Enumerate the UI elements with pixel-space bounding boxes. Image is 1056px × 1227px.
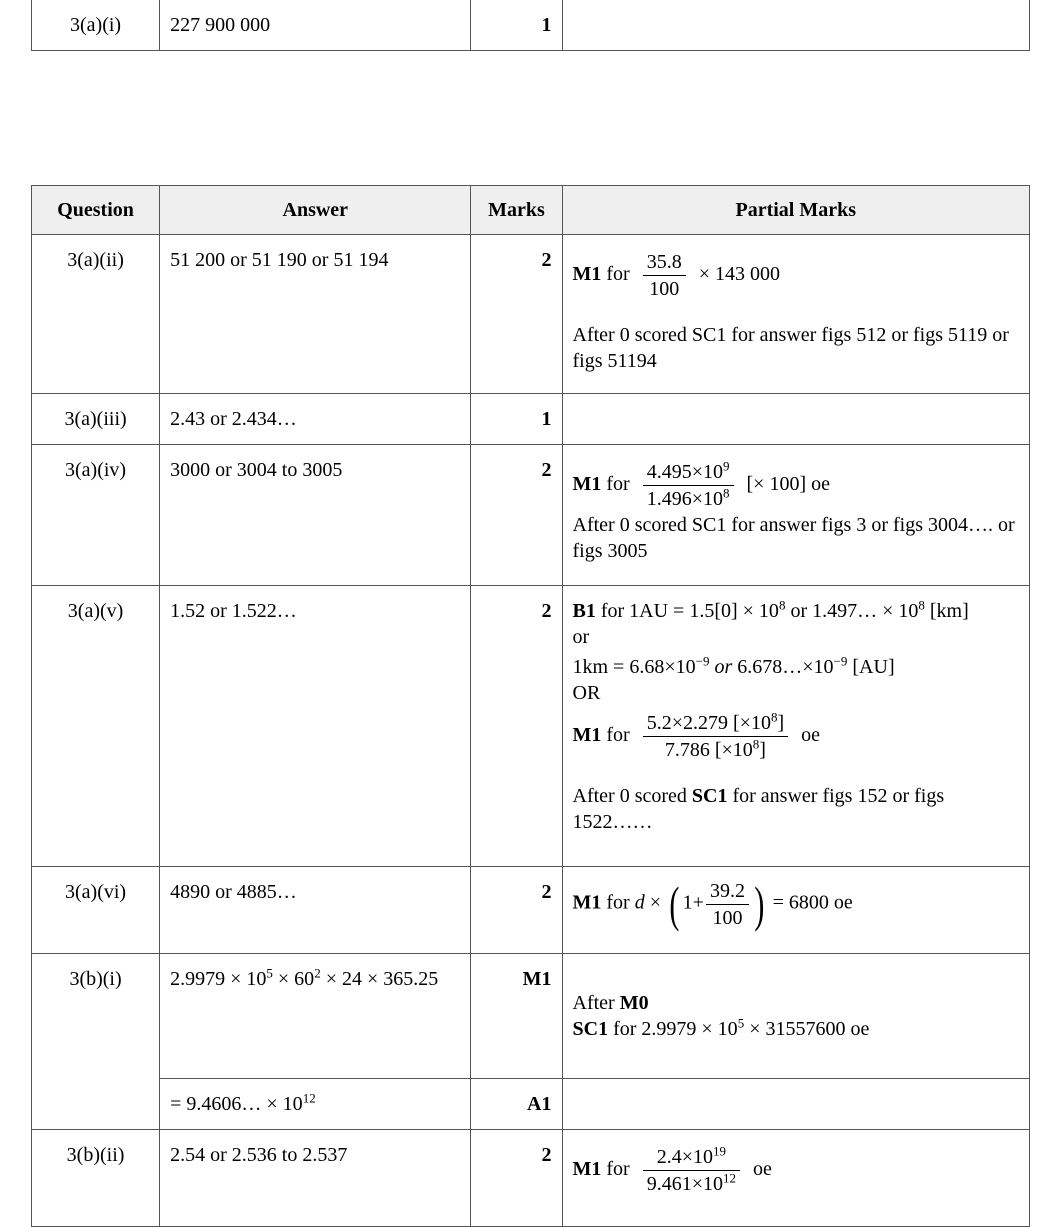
for-text: for xyxy=(606,1158,630,1181)
partial-marks-cell xyxy=(562,0,1030,51)
numerator-base: 2.4×10 xyxy=(656,1146,713,1168)
table-row xyxy=(32,867,1030,954)
after-fraction-text: oe xyxy=(801,724,820,747)
or-text: or xyxy=(572,626,590,648)
exponent: 19 xyxy=(713,1143,726,1159)
question-cell: 3(a)(ii) xyxy=(32,235,160,394)
fraction xyxy=(706,878,749,931)
after-fraction-text: × 143 000 xyxy=(698,263,780,286)
variable-d: d xyxy=(634,891,645,914)
marks-cell: 1 xyxy=(471,394,562,445)
exponent: 8 xyxy=(918,597,925,613)
exponent: 8 xyxy=(778,597,786,613)
exponent: 5 xyxy=(737,1015,745,1031)
marks-cell: 2 xyxy=(471,445,562,586)
marks-cell: M1 xyxy=(471,954,562,1079)
answer-cell: 3000 or 3004 to 3005 xyxy=(160,445,471,586)
marks-cell: 2 xyxy=(471,235,562,394)
mark-code: M1 xyxy=(572,1158,602,1181)
exponent: 12 xyxy=(723,1170,736,1186)
question-cell: 3(b)(i) xyxy=(32,954,160,1130)
b1-line xyxy=(573,598,1020,624)
question-cell: 3(b)(ii) xyxy=(32,1130,160,1227)
fraction-denominator xyxy=(643,737,788,763)
numerator-exponent: 9 xyxy=(723,458,730,474)
one-plus: 1+ xyxy=(682,891,704,914)
exponent: −9 xyxy=(695,653,710,669)
fraction-numerator xyxy=(643,710,788,737)
marks-cell: 1 xyxy=(471,0,562,51)
for-text: for xyxy=(606,263,630,286)
answer-cell: 2.54 or 2.536 to 2.537 xyxy=(160,1130,471,1227)
sc1-text: for 2.9979 × 10 xyxy=(608,1018,738,1040)
left-paren-icon: ( xyxy=(669,876,680,932)
table-row xyxy=(32,445,1030,586)
answer-cell: 51 200 or 51 190 or 51 194 xyxy=(160,235,471,394)
exponent: 8 xyxy=(752,736,760,752)
km-text: 1km = 6.68×10 xyxy=(572,656,696,678)
partial-marks-cell xyxy=(562,394,1030,445)
mark-code: SC1 xyxy=(691,785,728,807)
fraction-denominator: 100 xyxy=(649,278,680,300)
fraction-denominator xyxy=(643,486,734,512)
for-text: for xyxy=(606,473,630,496)
mark-code: M1 xyxy=(572,263,602,286)
special-case-note xyxy=(573,783,1020,835)
right-paren-icon: ) xyxy=(754,876,765,932)
numerator-base: 4.495×10 xyxy=(646,461,723,483)
or-italic: or xyxy=(709,656,738,678)
question-cell: 3(a)(vi) xyxy=(32,867,160,954)
m1-line xyxy=(573,710,1020,763)
fraction xyxy=(643,459,734,512)
after-fraction-text: [× 100] oe xyxy=(746,473,830,496)
marks-cell: A1 xyxy=(471,1079,562,1130)
after-fraction-text: = 6800 oe xyxy=(772,891,853,914)
denominator-text: ] xyxy=(759,739,766,761)
answer-cell xyxy=(160,1079,471,1130)
m1-line xyxy=(573,249,1020,302)
partial-marks-cell xyxy=(562,235,1030,394)
special-case-note: After 0 scored SC1 for answer figs 512 or figs 5119 or figs 51194 xyxy=(572,324,1009,372)
partial-marks-cell xyxy=(562,1130,1030,1227)
b1-text: for 1AU = 1.5[0] × 10 xyxy=(600,600,779,622)
table-row xyxy=(32,1130,1030,1227)
header-partial-marks: Partial Marks xyxy=(562,186,1030,235)
denominator-base: 9.461×10 xyxy=(646,1173,723,1195)
exponent: 5 xyxy=(266,965,273,981)
header-marks: Marks xyxy=(471,186,562,235)
m1-line xyxy=(573,877,1020,931)
fraction-denominator xyxy=(643,1171,740,1197)
table-row xyxy=(32,586,1030,867)
exponent: 8 xyxy=(770,709,778,725)
table-row xyxy=(32,0,1030,51)
mark-scheme-table xyxy=(31,185,1030,1227)
note-text: After 0 scored xyxy=(572,785,692,807)
fraction xyxy=(643,1144,740,1197)
mark-code: M0 xyxy=(619,992,649,1014)
question-cell: 3(a)(iii) xyxy=(32,394,160,445)
previous-table-fragment xyxy=(31,0,1030,51)
m1-line xyxy=(573,459,1020,512)
question-cell: 3(a)(iv) xyxy=(32,445,160,586)
header-answer: Answer xyxy=(160,186,471,235)
exponent: 2 xyxy=(314,965,321,981)
exponent: −9 xyxy=(833,653,848,669)
fraction-denominator: 100 xyxy=(712,906,743,929)
answer-text: × 24 × 365.25 xyxy=(320,968,439,990)
marks-cell: 2 xyxy=(471,867,562,954)
partial-marks-cell xyxy=(562,1079,1030,1130)
denominator-exponent: 8 xyxy=(723,485,730,501)
after-text: After xyxy=(572,992,620,1014)
header-question: Question xyxy=(32,186,160,235)
denominator-base: 1.496×10 xyxy=(646,488,723,510)
partial-marks-cell xyxy=(562,445,1030,586)
answer-cell: 2.43 or 2.434… xyxy=(160,394,471,445)
b1-text: or 1.497… × 10 xyxy=(785,600,919,622)
partial-marks-cell xyxy=(562,867,1030,954)
answer-cell: 227 900 000 xyxy=(160,0,471,51)
answer-cell: 4890 or 4885… xyxy=(160,867,471,954)
mark-code: SC1 xyxy=(572,1018,609,1040)
mark-code: M1 xyxy=(572,473,602,496)
fraction xyxy=(643,249,686,302)
partial-marks-cell xyxy=(562,954,1030,1079)
times-sign: × xyxy=(649,891,661,914)
mark-code: B1 xyxy=(572,600,596,622)
answer-text: 2.9979 × 10 xyxy=(170,968,267,990)
m1-line xyxy=(573,1144,1020,1197)
denominator-text: 7.786 [×10 xyxy=(664,739,753,761)
fraction-numerator xyxy=(643,1144,740,1171)
fraction-numerator: 35.8 xyxy=(643,249,686,276)
km-text: 6.678…×10 xyxy=(737,656,834,678)
marks-cell: 2 xyxy=(471,1130,562,1227)
question-cell: 3(a)(v) xyxy=(32,586,160,867)
fraction-numerator xyxy=(643,459,734,486)
table-row xyxy=(32,1079,1030,1130)
exponent: 12 xyxy=(302,1090,316,1106)
for-text: for xyxy=(606,891,630,914)
fraction xyxy=(643,710,788,763)
or-text: OR xyxy=(572,682,601,704)
answer-cell: 1.52 or 1.522… xyxy=(160,586,471,867)
table-row xyxy=(32,235,1030,394)
km-conversion-line xyxy=(573,654,1020,680)
answer-text: × 60 xyxy=(272,968,315,990)
partial-marks-cell xyxy=(562,586,1030,867)
marks-cell: 2 xyxy=(471,586,562,867)
sc1-text: × 31557600 oe xyxy=(744,1018,870,1040)
km-text: [AU] xyxy=(847,656,895,678)
numerator-text: ] xyxy=(777,712,785,734)
b1-text: [km] xyxy=(924,600,969,622)
after-m0-line xyxy=(573,990,1020,1016)
mark-code: M1 xyxy=(572,724,602,747)
note-text: for answer figs 152 or figs 1522…… xyxy=(572,785,945,833)
special-case-note: After 0 scored SC1 for answer figs 3 or figs 3004…. or figs 3005 xyxy=(572,514,1015,562)
answer-text: = 9.4606… × 10 xyxy=(170,1093,303,1115)
fraction-numerator: 39.2 xyxy=(706,878,749,905)
for-text: for xyxy=(606,724,630,747)
answer-cell xyxy=(160,954,471,1079)
mark-code: M1 xyxy=(572,891,602,914)
table-row xyxy=(32,954,1030,1079)
numerator-text: 5.2×2.279 [×10 xyxy=(646,712,771,734)
sc1-line xyxy=(573,1016,1020,1042)
header-row xyxy=(32,186,1030,235)
after-fraction-text: oe xyxy=(753,1158,772,1181)
question-cell: 3(a)(i) xyxy=(32,0,160,51)
table-row xyxy=(32,394,1030,445)
